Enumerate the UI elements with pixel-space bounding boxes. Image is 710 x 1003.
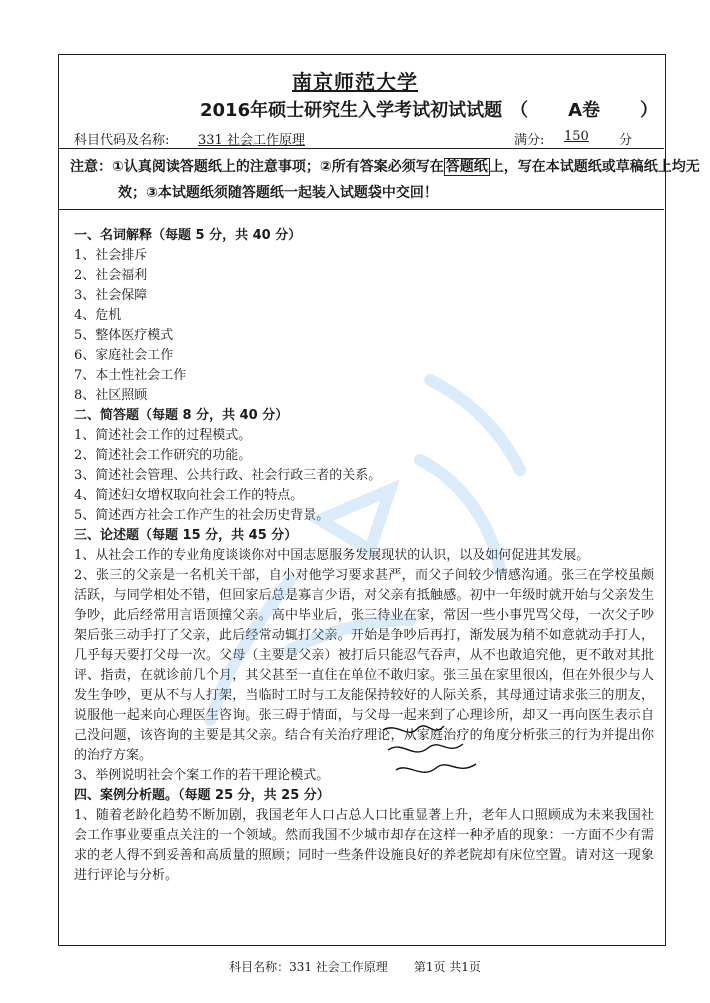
s2-item: 1、简述社会工作的过程模式。: [74, 428, 252, 443]
s1-item: 7、本土性社会工作: [74, 368, 187, 383]
s4-question-1: 1、随着老龄化趋势不断加剧，我国老年人口占总人口比重显著上升，老年人口照顾成为未来我国社会工作事业要重点关注的一个领域。然而我国不少城市却存在这样一种矛盾的现象：一方面不少有需求的老人得不到妥善和高质量的照顾；同时一些条件设施良好的养老院却有床位空置。请对这一现象进行评论与分析。: [74, 808, 654, 883]
footer-page: 第1页 共1页: [413, 960, 481, 974]
score-value: 150: [564, 129, 589, 144]
s3-question-1: 1、从社会工作的专业角度谈谈你对中国志愿服务发展现状的认识，以及如何促进其发展。: [74, 548, 590, 563]
subject-value: 331 社会工作原理: [198, 133, 305, 148]
section-2-title: 二、简答题（每题 8 分，共 40 分）: [74, 408, 289, 423]
s2-item: 3、简述社会管理、公共行政、社会行政三者的关系。: [74, 468, 382, 483]
notice-line-2: 效；③本试题纸须随答题纸一起装入试题袋中交回！: [118, 185, 438, 201]
section-4-title: 四、案例分析题。（每题 25 分，共 25 分）: [74, 788, 330, 803]
s3-question-3: 3、举例说明社会个案工作的若干理论模式。: [74, 768, 330, 783]
score-label: 满分:: [514, 133, 545, 148]
s3-question-2: 2、张三的父亲是一名机关干部，自小对他学习要求甚严，而父子间较少情感沟通。张三在学校虽颇活跃，与同学相处不错，但回家后总是寡言少语，对父亲有抵触感。初中一年级时就开始与父亲发生争吵，此后经常用言语顶撞父亲。高中毕业后，张三待业在家，常因一些小事咒骂父母，一次父子吵架后张三动手打了父亲，此后经常动辄打父亲。开始是争吵后再打，渐发展为稍不如意就动手打人，几乎每天要打父母一次。父母（主要是父亲）被打后只能忍气吞声，从不也敢追究他，更不敢对其批评、指责，在就诊前几个月，其父甚至一直住在单位不敢归家。张三虽在家里很凶，但在外很少与人发生争吵，更从不与人打架，当临时工时与工友能保持较好的人际关系，其母通过请求张三的朋友，说服他一起来向心理医生咨询。张三碍于情面，与父母一起来到了心理诊所，却又一再向医生表示自己没问题，该咨询的主要是其父亲。结合有关治疗理论，从家庭治疗的角度分析张三的行为并提出你的治疗方案。: [74, 568, 654, 763]
notice-box: [58, 148, 700, 210]
answer-sheet-boxed: 答题纸: [445, 159, 488, 175]
notice-part-1: 注意：①认真阅读答题纸上的注意事项；②所有答案必须写在: [70, 159, 444, 175]
s1-item: 1、社会排斥: [74, 248, 148, 263]
subject-label: 科目代码及名称:: [74, 133, 170, 148]
notice-line-1: [70, 156, 700, 176]
s1-item: 4、危机: [74, 308, 122, 323]
paper-version: A卷: [568, 100, 601, 121]
s2-item: 5、简述西方社会工作产生的社会历史背景。: [74, 508, 330, 523]
exam-title: [200, 96, 658, 122]
s2-item: 4、简述妇女增权取向社会工作的特点。: [74, 488, 304, 503]
s2-item: 2、简述社会工作研究的功能。: [74, 448, 252, 463]
paren-open: （: [510, 100, 529, 121]
section-3-title: 三、论述题（每题 15 分，共 45 分）: [74, 528, 298, 543]
page-footer: [0, 958, 710, 975]
s1-item: 3、社会保障: [74, 288, 148, 303]
university-name: 南京师范大学: [292, 70, 418, 94]
s1-item: 5、整体医疗模式: [74, 328, 174, 343]
notice-part-2: 上，写在本试题纸或草稿纸上均无: [489, 159, 700, 175]
paren-close: ）: [640, 100, 659, 121]
s1-item: 6、家庭社会工作: [74, 348, 174, 363]
section-1-title: 一、名词解释（每题 5 分，共 40 分）: [74, 228, 302, 243]
score-unit: 分: [619, 133, 633, 148]
s1-item: 8、社区照顾: [74, 388, 148, 403]
exam-title-text: 2016年硕士研究生入学考试初试试题: [200, 100, 503, 121]
questions: [74, 226, 654, 886]
s1-item: 2、社会福利: [74, 268, 148, 283]
footer-subject: 科目名称：331 社会工作原理: [229, 960, 388, 974]
